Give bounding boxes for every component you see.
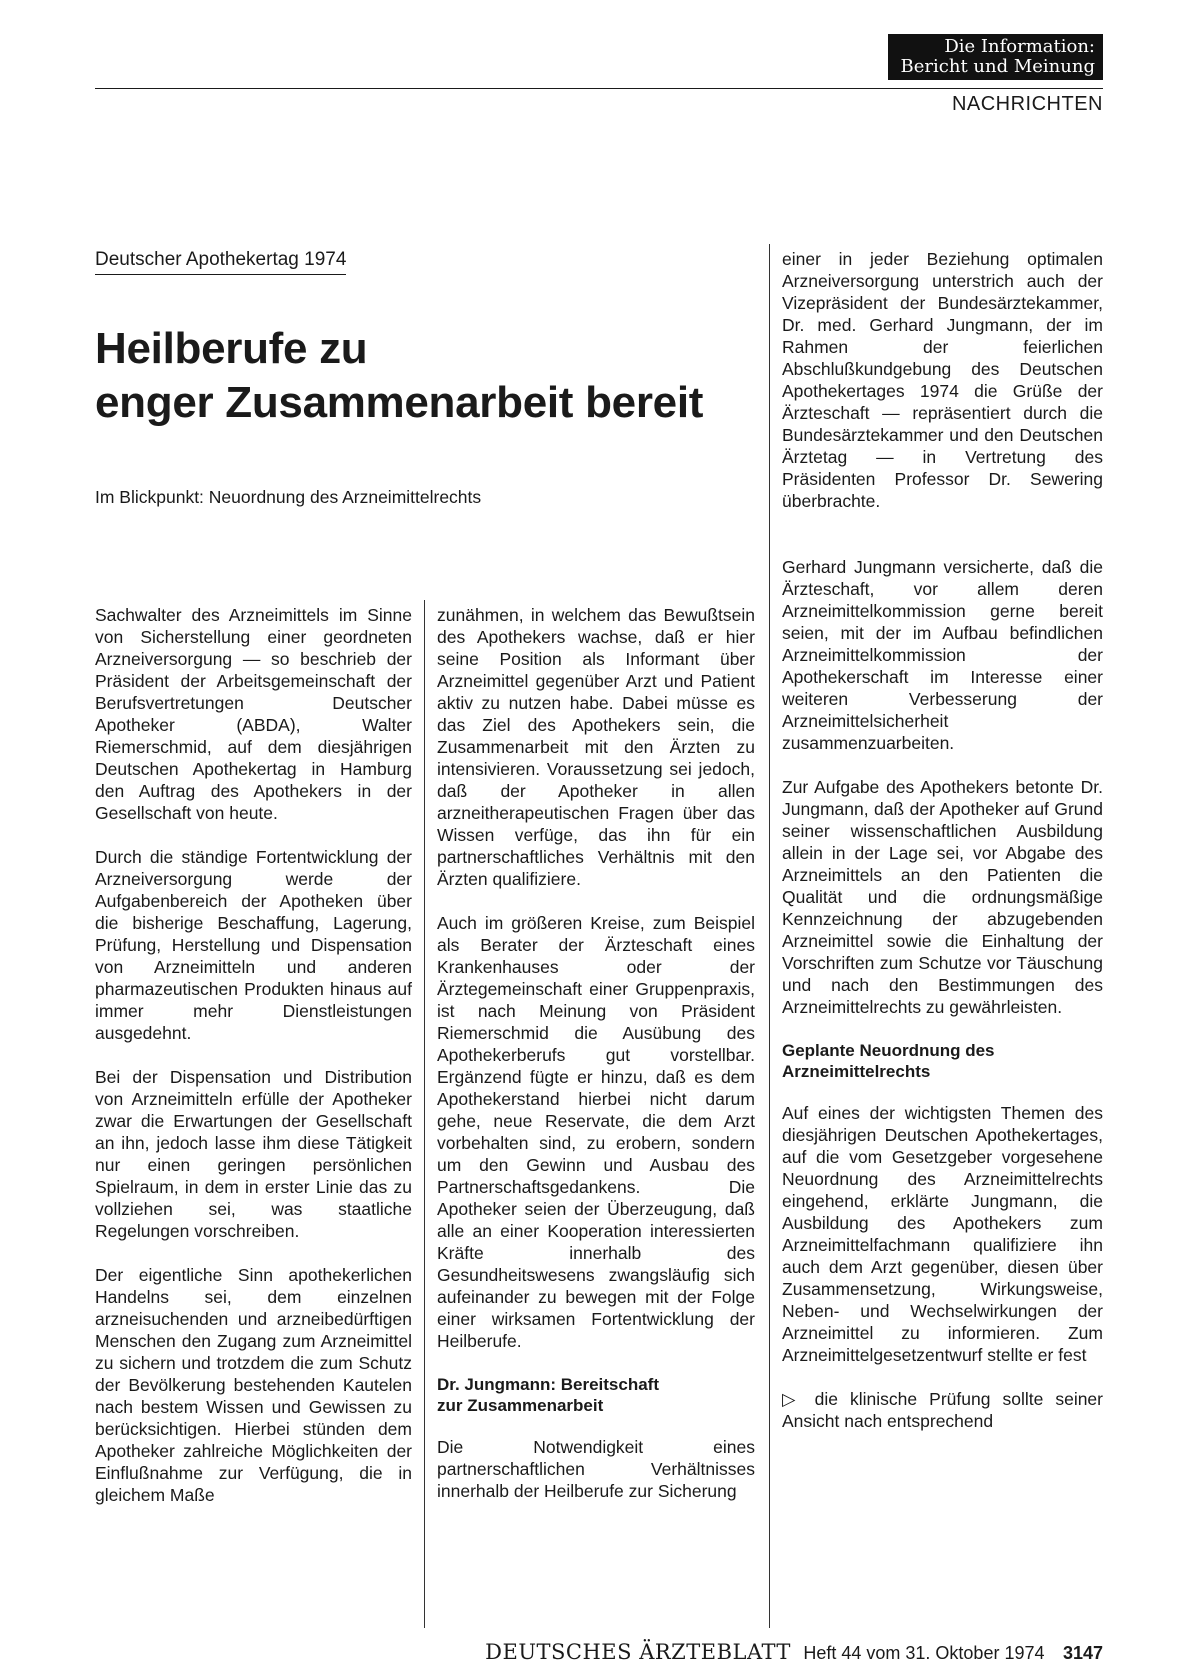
paragraph: Gerhard Jungmann versicherte, daß die Ärzteschaft, vor allem deren Arzneimittelkommission gerne bereit seien, mit der im Aufbau befindlichen Arzneimittelkommission der Apothekerschaft im Interesse einer weiteren Verbesserung der Arzneimittelsicherheit zusammenzuarbeiten.: [782, 557, 1103, 753]
text-column-2: [437, 604, 755, 1524]
subheading-line-1: Geplante Neuordnung des: [782, 1041, 995, 1060]
badge-line-1: Die Information:: [944, 36, 1095, 57]
journal-name: DEUTSCHES ÄRZTEBLATT: [485, 1640, 791, 1664]
paragraph: einer in jeder Beziehung optimalen Arzneiversorgung unterstrich auch der Vizepräsident der Bundesärztekammer, Dr. med. Gerhard Jungmann, der im Rahmen der feierlichen Abschlußkundgebung des Deutschen Apothekertages 1974 die Grüße der Ärzteschaft — repräsentiert durch die Bundesärztekammer und den Deutschen Ärztetag — in Vertretung des Präsidenten Professor Dr. Sewering überbrachte.: [782, 249, 1103, 511]
headline-line-1: Heilberufe zu: [95, 324, 368, 373]
column-divider: [424, 600, 425, 1628]
subheading-jungmann: [437, 1374, 755, 1416]
top-rule: [95, 88, 1103, 89]
subheading-line-2: Arzneimittelrechts: [782, 1062, 931, 1081]
paragraph: Der eigentliche Sinn apothekerlichen Handelns sei, dem einzelnen arzneisuchenden und arzneibedürftigen Menschen den Zugang zum Arzneimittel zu sichern und trotzdem die zum Schutz der Bevölkerung bestehenden Kautelen nach bestem Wissen und Gewissen zu berücksichtigen. Hierbei stünden dem Apotheker zahlreiche Möglichkeiten der Einflußnahme zur Verfügung, die in gleichem Maße: [95, 1265, 412, 1505]
paragraph: Durch die ständige Fortentwicklung der Arzneiversorgung werde der Aufgabenbereich der Apotheken über die bisherige Beschaffung, Lagerung, Prüfung, Herstellung und Dispensation von Arzneimitteln und anderen pharmazeutischen Produkten hinaus auf immer mehr Dienstleistungen ausgedehnt.: [95, 847, 412, 1043]
badge-line-2: Bericht und Meinung: [900, 56, 1095, 77]
paragraph: zunähmen, in welchem das Bewußtsein des Apothekers wachse, daß er hier seine Position als Informant über Arzneimittel gegenüber Arzt und Patient aktiv zu nutzen habe. Dabei müsse es das Ziel des Apothekers sein, die Zusammenarbeit mit den Ärzten zu intensivieren. Voraussetzung sei jedoch, daß der Apotheker in allen arzneitherapeutischen Fragen über das Wissen verfüge, das ihn für ein partnerschaftliches Verhältnis mit den Ärzten qualifiziere.: [437, 605, 755, 889]
section-label: NACHRICHTEN: [951, 93, 1103, 115]
page-footer: [430, 1640, 1103, 1670]
paragraph: ▷ die klinische Prüfung sollte seiner Ansicht nach entsprechend: [782, 1389, 1103, 1431]
column-divider: [769, 244, 770, 1628]
page-number: 3147: [1062, 1643, 1103, 1663]
subheading-neuordnung: [782, 1040, 1103, 1082]
article-subline: Im Blickpunkt: Neuordnung des Arzneimittelrechts: [95, 487, 482, 507]
article-kicker: Deutscher Apothekertag 1974: [95, 248, 346, 275]
paragraph: Sachwalter des Arzneimittels im Sinne von Sicherstellung einer geordneten Arzneiversorgung — so beschrieb der Präsident der Arbeitsgemeinschaft der Berufsvertretungen Deutscher Apotheker (ABDA), Walter Riemerschmid, auf dem diesjährigen Deutschen Apothekertag in Hamburg den Auftrag des Apothekers in der Gesellschaft von heute.: [95, 605, 412, 823]
article-headline: [95, 322, 775, 430]
paragraph: Die Notwendigkeit eines partnerschaftlichen Verhältnisses innerhalb der Heilberufe zur Sicherung: [437, 1437, 755, 1501]
section-badge: [888, 34, 1103, 80]
headline-line-2: enger Zusammenarbeit bereit: [95, 378, 704, 427]
paragraph: Auf eines der wichtigsten Themen des diesjährigen Deutschen Apothekertages, auf die vom Gesetzgeber vorgesehene Neuordnung des Arzneimittelrechts eingehend, erklärte Jungmann, die Ausbildung des Apothekers zum Arzneimittelfachmann qualifiziere ihn auch dem Arzt gegenüber, diesen über Zusammensetzung, Wirkungsweise, Neben- und Wechselwirkungen der Arzneimittel zu informieren. Zum Arzneimittelgesetzentwurf stellte er fest: [782, 1103, 1103, 1365]
subheading-line-1: Dr. Jungmann: Bereitschaft: [437, 1375, 659, 1394]
issue-info: Heft 44 vom 31. Oktober 1974: [803, 1643, 1045, 1663]
text-column-3: [782, 248, 1103, 1454]
paragraph: Bei der Dispensation und Distribution von Arzneimitteln erfülle der Apotheker zwar die Erwartungen der Gesellschaft an ihn, jedoch lasse ihm diese Tätigkeit nur einen geringen persönlichen Spielraum, in dem in erster Linie das zu vollziehen sei, was staatliche Regelungen vorschreiben.: [95, 1067, 412, 1241]
paragraph: Auch im größeren Kreise, zum Beispiel als Berater der Ärzteschaft eines Krankenhauses oder der Ärztegemeinschaft einer Gruppenpraxis, ist nach Meinung von Präsident Riemerschmid die Ausübung des Apothekerberufs gut vorstellbar. Ergänzend fügte er hinzu, daß es dem Apothekerstand hierbei nicht darum gehe, neue Reservate, die dem Arzt vorbehalten sind, zu erobern, sondern um den Gewinn und Ausbau des Partnerschaftsgedankens. Die Apotheker seien der Überzeugung, daß alle an einer Kooperation interessierten Kräfte innerhalb des Gesundheitswesens zwangsläufig sich aufeinander zu bewegen mit der Folge einer wirksamen Fortentwicklung der Heilberufe.: [437, 913, 755, 1351]
subheading-line-2: zur Zusammenarbeit: [437, 1396, 604, 1415]
text-column-1: [95, 604, 412, 1528]
paragraph: Zur Aufgabe des Apothekers betonte Dr. Jungmann, daß der Apotheker auf Grund seiner wissenschaftlichen Ausbildung allein in der Lage sei, vor Abgabe des Arzneimittels an den Patienten die Qualität und die ordnungsmäßige Kennzeichnung der abzugebenden Arzneimittel sowie die Einhaltung der Vorschriften zum Schutze vor Täuschung und nach den Bestimmungen des Arzneimittelrechts zu gewährleisten.: [782, 777, 1103, 1017]
